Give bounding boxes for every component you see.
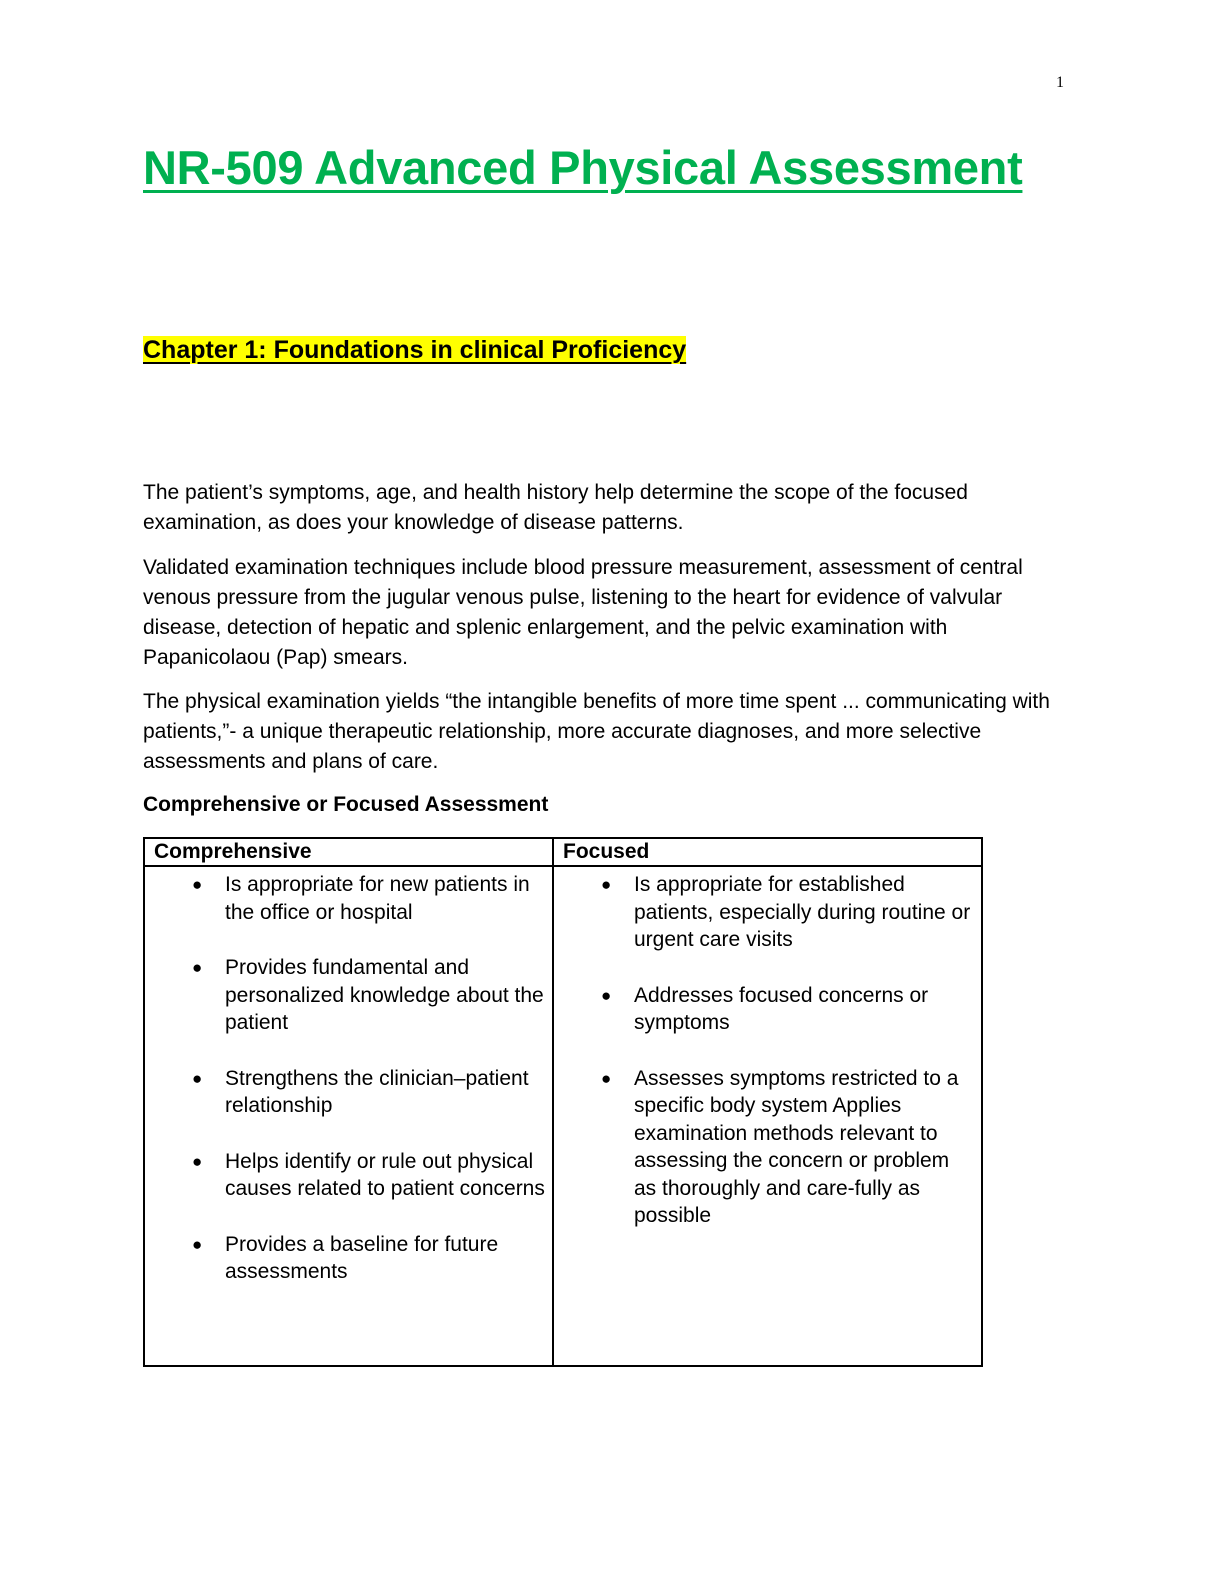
list-item-text: Addresses focused concerns or symptoms — [634, 983, 929, 1034]
list-item-text: Helps identify or rule out physical causes related to patient concerns — [225, 1149, 545, 1200]
table-header-row — [144, 838, 982, 866]
list-item — [145, 1065, 552, 1120]
comprehensive-cell — [144, 866, 553, 1366]
list-item — [145, 871, 552, 926]
list-item — [145, 1148, 552, 1203]
bullet-icon: ● — [601, 985, 612, 1005]
chapter-heading — [143, 336, 686, 365]
table-body-row — [144, 866, 982, 1366]
list-item-text: Provides a baseline for future assessments — [225, 1232, 499, 1283]
assessment-comparison-table — [143, 837, 983, 1367]
focused-cell — [553, 866, 982, 1366]
table-heading: Comprehensive or Focused Assessment — [143, 793, 549, 816]
document-title: NR-509 Advanced Physical Assessment — [143, 141, 1023, 194]
header-comprehensive: Comprehensive — [144, 838, 553, 866]
list-item — [554, 1065, 981, 1230]
chapter-heading-text: Chapter 1: Foundations in clinical Proficiency — [143, 336, 687, 364]
paragraph-techniques: Validated examination techniques include blood pressure measurement, assessment of central venous pressure from the jugular venous pulse, listening to the heart for evidence of valvular disease, detection of hepatic and splenic enlargement, and the pelvic examination with Papanicolaou (Pap) smears. — [143, 556, 1023, 669]
bullet-icon: ● — [192, 958, 203, 977]
list-item — [554, 871, 981, 954]
list-item-text: Strengthens the clinician–patient relationship — [225, 1066, 529, 1117]
list-item-text: Is appropriate for established patients, especially during routine or urgent care visits — [634, 873, 971, 951]
paragraph-scope: The patient’s symptoms, age, and health history help determine the scope of the focused examination, as does your knowledge of disease patterns. — [143, 481, 968, 534]
focused-list — [554, 867, 981, 1230]
list-item-text: Provides fundamental and personalized knowledge about the patient — [225, 956, 544, 1034]
bullet-icon: ● — [601, 875, 612, 894]
list-item — [145, 954, 552, 1037]
list-item-text: Assesses symptoms restricted to a specific body system Applies examination methods relevant to assessing the concern or problem as thoroughly and care-fully as possible — [634, 1066, 959, 1227]
bullet-icon: ● — [192, 1151, 203, 1171]
page-number: 1 — [1056, 74, 1064, 91]
list-item-text: Is appropriate for new patients in the office or hospital — [225, 873, 530, 924]
list-item — [145, 1231, 552, 1286]
bullet-icon: ● — [192, 875, 203, 894]
comprehensive-list — [145, 867, 552, 1286]
bullet-icon: ● — [192, 1068, 203, 1088]
paragraph-benefits: The physical examination yields “the intangible benefits of more time spent ... communicating with patients,”- a unique therapeutic relationship, more accurate diagnoses, and more selective assessments and plans of care. — [143, 690, 1050, 773]
header-focused: Focused — [553, 838, 982, 866]
bullet-icon: ● — [192, 1234, 203, 1254]
list-item — [554, 982, 981, 1037]
bullet-icon: ● — [601, 1068, 612, 1088]
